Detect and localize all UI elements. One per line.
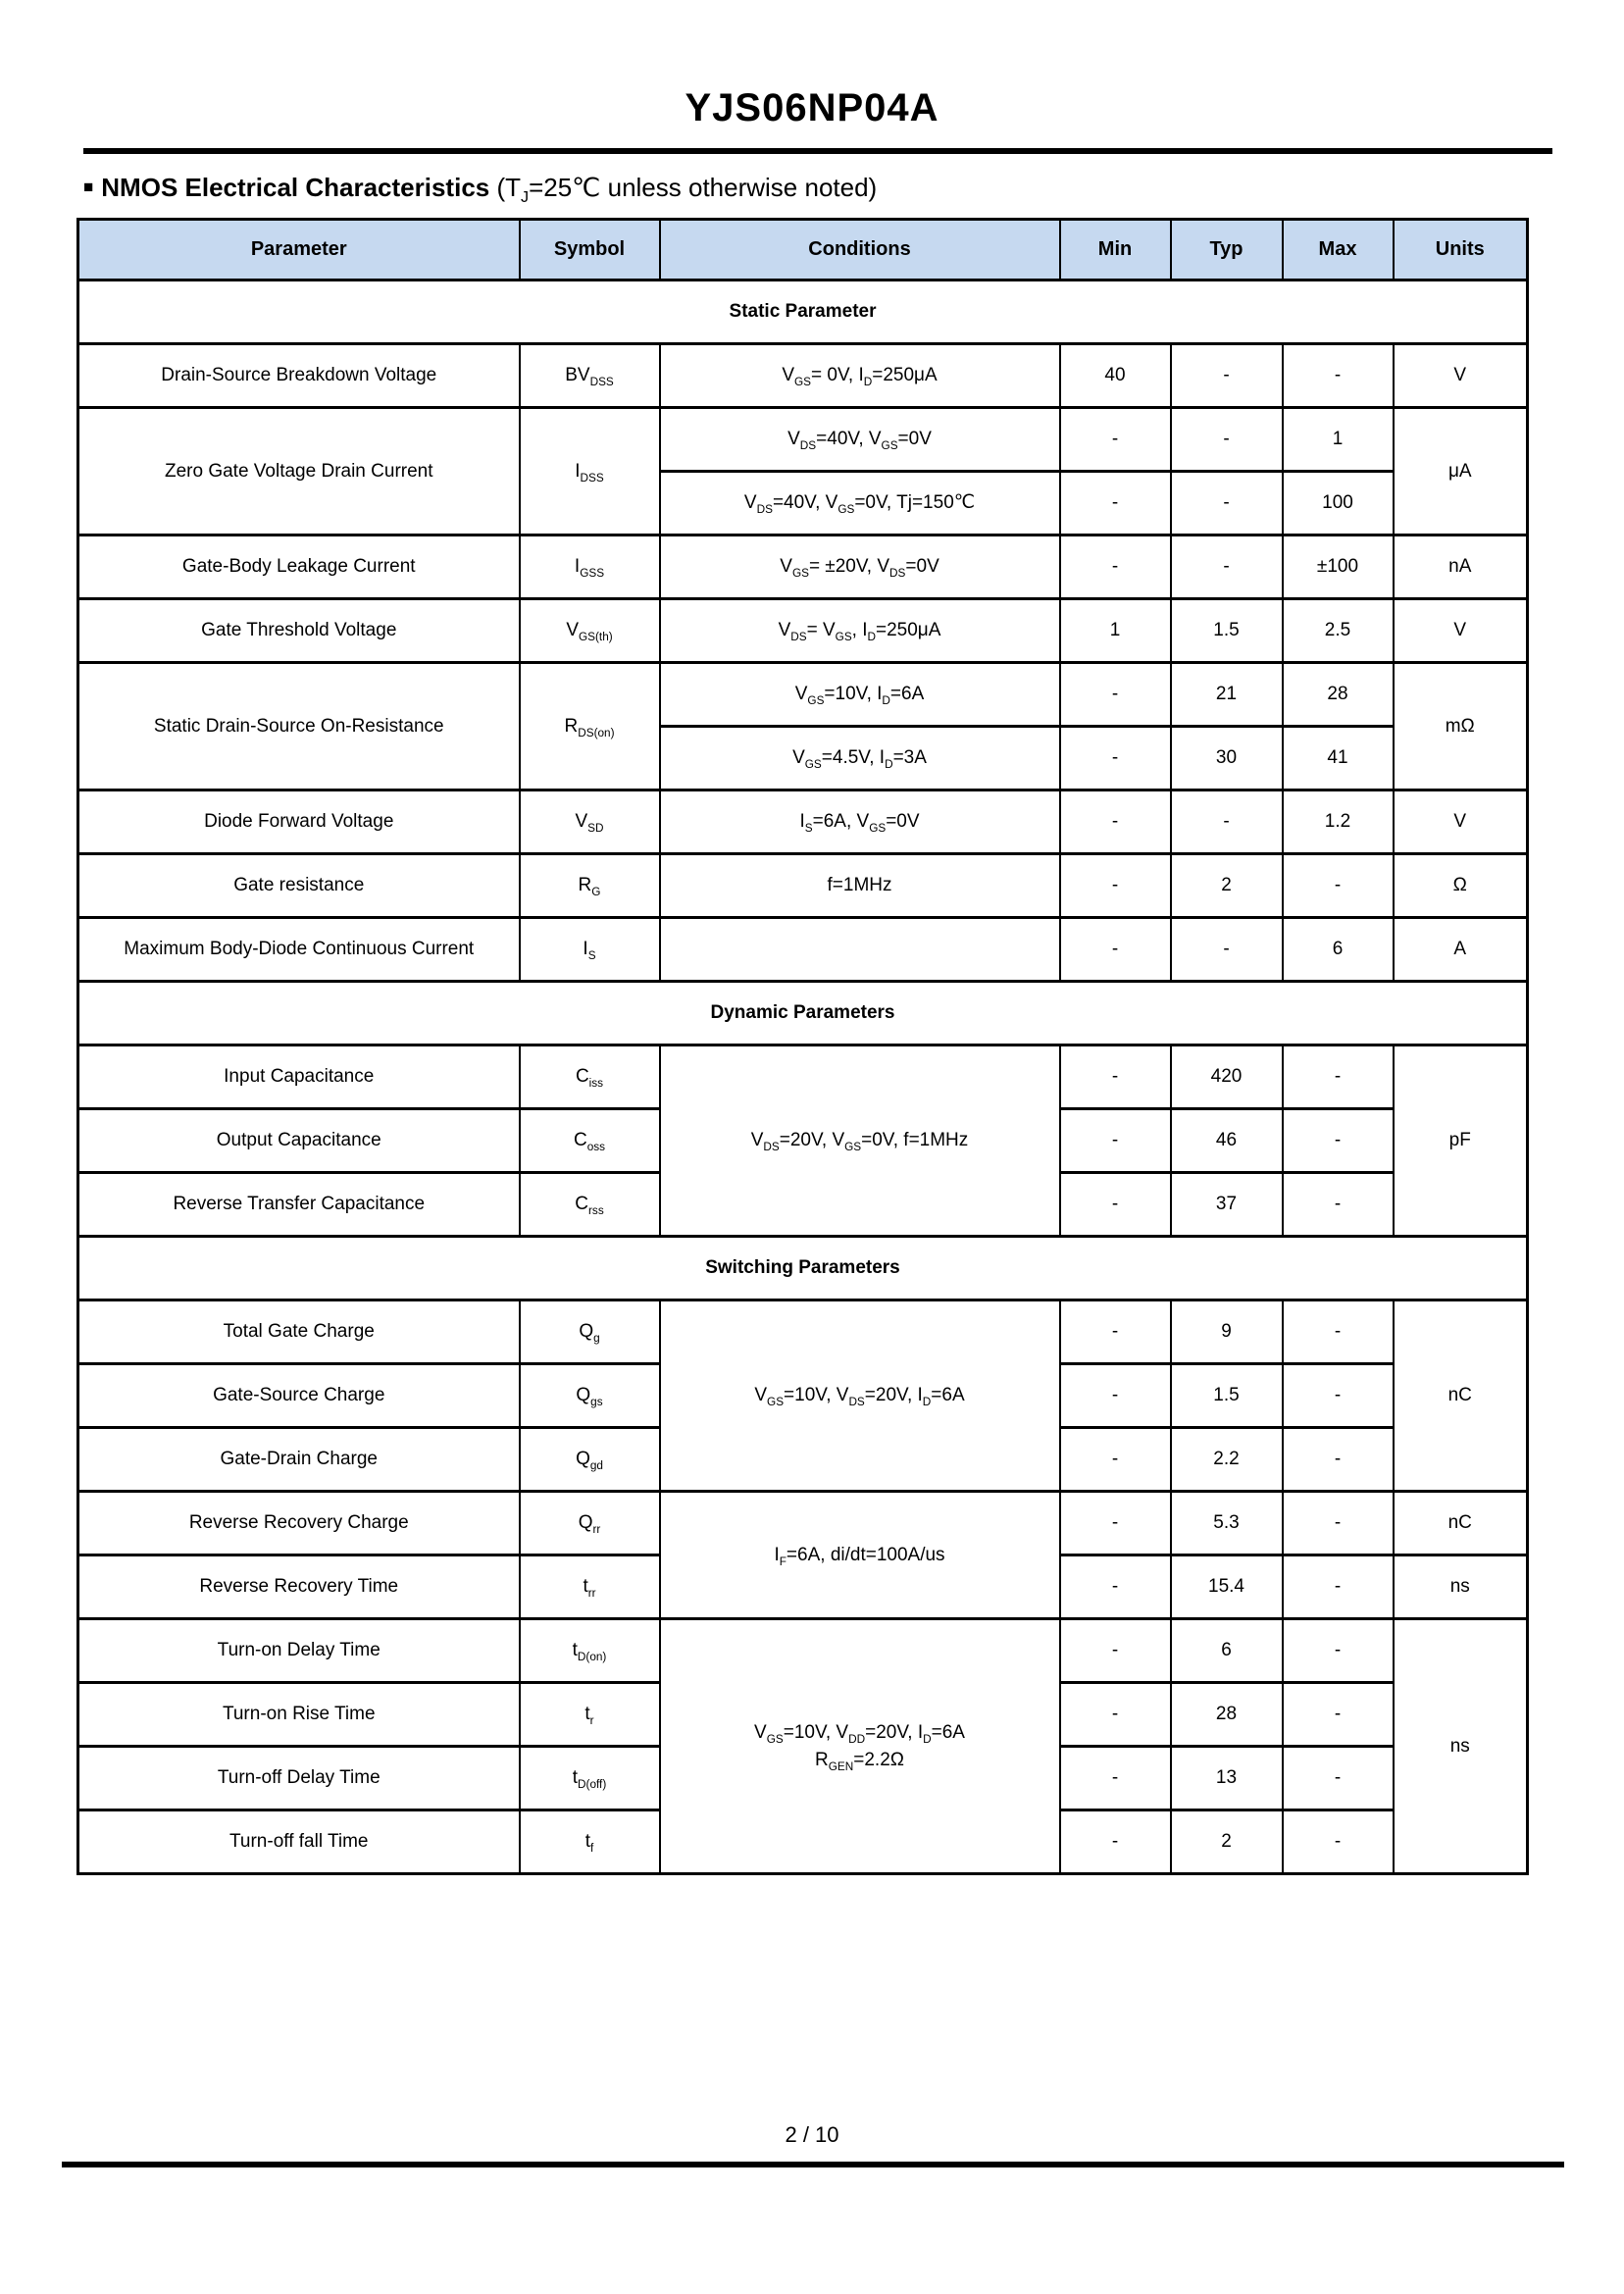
cell-parameter: Gate-Body Leakage Current xyxy=(78,535,520,599)
cell-min: - xyxy=(1060,1300,1171,1364)
cell-symbol: $C_{oss}$ xyxy=(520,1109,660,1173)
cell-symbol: $Q_{gd}$ xyxy=(520,1428,660,1492)
cell-max: 1.2 xyxy=(1283,790,1394,854)
footer-rule xyxy=(62,2162,1564,2167)
table-row xyxy=(78,1045,1528,1109)
cell-min: - xyxy=(1060,854,1171,918)
cell-parameter: Input Capacitance xyxy=(78,1045,520,1109)
cell-typ: - xyxy=(1171,918,1283,982)
cell-typ: - xyxy=(1171,344,1283,408)
cell-max: 6 xyxy=(1283,918,1394,982)
cell-parameter: Turn-off fall Time xyxy=(78,1810,520,1874)
cell-conditions: $V_{DS}=40V$, $V_{GS}=0V$ xyxy=(660,408,1060,472)
cell-min: - xyxy=(1060,1045,1171,1109)
cell-typ: 15.4 xyxy=(1171,1555,1283,1619)
table-row xyxy=(78,535,1528,599)
cell-symbol: $V_{GS(th)}$ xyxy=(520,599,660,663)
cell-max: - xyxy=(1283,1619,1394,1683)
cell-max: 41 xyxy=(1283,727,1394,790)
cell-min: - xyxy=(1060,790,1171,854)
column-header-conditions: Conditions xyxy=(660,220,1060,280)
column-header-max: Max xyxy=(1283,220,1394,280)
cell-symbol: $Q_{rr}$ xyxy=(520,1492,660,1555)
cell-units: mΩ xyxy=(1394,663,1528,790)
cell-min: - xyxy=(1060,535,1171,599)
table-row xyxy=(78,854,1528,918)
cell-conditions: $V_{GS}=4.5V$, $I_D=3A$ xyxy=(660,727,1060,790)
cell-parameter: Static Drain-Source On-Resistance xyxy=(78,663,520,790)
cell-units: nC xyxy=(1394,1492,1528,1555)
cell-symbol: $t_r$ xyxy=(520,1683,660,1747)
cell-units: nC xyxy=(1394,1300,1528,1492)
cell-conditions: $V_{DS}=40V$, $V_{GS}=0V$, Tj=150℃ xyxy=(660,472,1060,535)
cell-typ: 420 xyxy=(1171,1045,1283,1109)
cell-typ: - xyxy=(1171,472,1283,535)
cell-parameter: Reverse Transfer Capacitance xyxy=(78,1173,520,1237)
cell-parameter: Turn-on Rise Time xyxy=(78,1683,520,1747)
cell-max: - xyxy=(1283,1810,1394,1874)
cell-conditions: $V_{GS}= \pm 20V$, $V_{DS}=0V$ xyxy=(660,535,1060,599)
section-heading-note: ($T_J=25℃$ unless otherwise noted) xyxy=(489,173,878,207)
cell-typ: 28 xyxy=(1171,1683,1283,1747)
cell-units: ns xyxy=(1394,1555,1528,1619)
cell-min: - xyxy=(1060,727,1171,790)
table-row xyxy=(78,663,1528,727)
cell-min: - xyxy=(1060,1492,1171,1555)
cell-conditions: $V_{GS}=10V$, $V_{DD}=20V$, $I_D=6A$ $R_{GEN}=2.2\Omega$ xyxy=(660,1619,1060,1874)
cell-parameter: Turn-off Delay Time xyxy=(78,1747,520,1810)
cell-typ: 13 xyxy=(1171,1747,1283,1810)
cell-min: - xyxy=(1060,1683,1171,1747)
cell-conditions: $V_{DS}= V_{GS}$, $I_D=250\mu A$ xyxy=(660,599,1060,663)
cell-symbol: $I_{DSS}$ xyxy=(520,408,660,535)
cell-parameter: Gate resistance xyxy=(78,854,520,918)
cell-typ: 30 xyxy=(1171,727,1283,790)
cell-units: μA xyxy=(1394,408,1528,535)
cell-typ: - xyxy=(1171,408,1283,472)
cell-parameter: Maximum Body-Diode Continuous Current xyxy=(78,918,520,982)
cell-parameter: Turn-on Delay Time xyxy=(78,1619,520,1683)
cell-typ: 6 xyxy=(1171,1619,1283,1683)
cell-max: - xyxy=(1283,1173,1394,1237)
cell-symbol: $C_{rss}$ xyxy=(520,1173,660,1237)
column-header-parameter: Parameter xyxy=(78,220,520,280)
cell-min: - xyxy=(1060,408,1171,472)
cell-units: Ω xyxy=(1394,854,1528,918)
cell-max: - xyxy=(1283,1428,1394,1492)
cell-max: - xyxy=(1283,1045,1394,1109)
header-rule xyxy=(83,148,1552,154)
cell-max: - xyxy=(1283,1300,1394,1364)
cell-max: - xyxy=(1283,1555,1394,1619)
table-row xyxy=(78,1492,1528,1555)
cell-symbol: $Q_{gs}$ xyxy=(520,1364,660,1428)
table-row xyxy=(78,408,1528,472)
cell-typ: - xyxy=(1171,790,1283,854)
cell-conditions xyxy=(660,918,1060,982)
cell-conditions: $V_{DS}=20V$, $V_{GS}=0V$, f=1MHz xyxy=(660,1045,1060,1237)
cell-symbol: $t_{D(on)}$ xyxy=(520,1619,660,1683)
cell-max: 2.5 xyxy=(1283,599,1394,663)
cell-max: - xyxy=(1283,1683,1394,1747)
cell-units: pF xyxy=(1394,1045,1528,1237)
cell-typ: 2 xyxy=(1171,1810,1283,1874)
cell-conditions: f=1MHz xyxy=(660,854,1060,918)
cell-min: - xyxy=(1060,663,1171,727)
cell-typ: 2 xyxy=(1171,854,1283,918)
cell-min: - xyxy=(1060,1747,1171,1810)
table-row xyxy=(78,344,1528,408)
cell-min: - xyxy=(1060,1364,1171,1428)
cell-symbol: $Q_g$ xyxy=(520,1300,660,1364)
cell-typ: 37 xyxy=(1171,1173,1283,1237)
cell-conditions: $V_{GS}= 0V$, $I_D=250\mu A$ xyxy=(660,344,1060,408)
cell-min: - xyxy=(1060,472,1171,535)
cell-parameter: Diode Forward Voltage xyxy=(78,790,520,854)
cell-symbol: $I_{GSS}$ xyxy=(520,535,660,599)
table-row xyxy=(78,1300,1528,1364)
page-number: 2 / 10 xyxy=(785,2122,839,2147)
cell-min: - xyxy=(1060,1428,1171,1492)
cell-symbol: $I_S$ xyxy=(520,918,660,982)
cell-max: - xyxy=(1283,344,1394,408)
page-title: YJS06NP04A xyxy=(685,86,939,129)
section-label: Static Parameter xyxy=(78,280,1528,344)
section-row xyxy=(78,1237,1528,1300)
cell-parameter: Reverse Recovery Time xyxy=(78,1555,520,1619)
cell-typ: - xyxy=(1171,535,1283,599)
cell-parameter: Zero Gate Voltage Drain Current xyxy=(78,408,520,535)
square-bullet-icon: ■ xyxy=(83,178,94,196)
cell-conditions: $V_{GS}=10V$, $V_{DS}=20V$, $I_D=6A$ xyxy=(660,1300,1060,1492)
cell-conditions: $I_F=6A$, di/dt=100A/us xyxy=(660,1492,1060,1619)
cell-typ: 46 xyxy=(1171,1109,1283,1173)
cell-units: nA xyxy=(1394,535,1528,599)
cell-symbol: $t_{rr}$ xyxy=(520,1555,660,1619)
cell-parameter: Gate-Drain Charge xyxy=(78,1428,520,1492)
cell-max: - xyxy=(1283,1364,1394,1428)
cell-typ: 5.3 xyxy=(1171,1492,1283,1555)
cell-max: - xyxy=(1283,1747,1394,1810)
cell-min: - xyxy=(1060,1109,1171,1173)
section-label: Dynamic Parameters xyxy=(78,982,1528,1045)
cell-symbol: $t_{D(off)}$ xyxy=(520,1747,660,1810)
column-header-min: Min xyxy=(1060,220,1171,280)
cell-typ: 1.5 xyxy=(1171,599,1283,663)
cell-max: 100 xyxy=(1283,472,1394,535)
cell-parameter: Reverse Recovery Charge xyxy=(78,1492,520,1555)
column-header-symbol: Symbol xyxy=(520,220,660,280)
table-header-row xyxy=(78,220,1528,280)
table-row xyxy=(78,790,1528,854)
cell-units: A xyxy=(1394,918,1528,982)
cell-symbol: $R_G$ xyxy=(520,854,660,918)
cell-units: V xyxy=(1394,599,1528,663)
cell-units: V xyxy=(1394,344,1528,408)
cell-typ: 1.5 xyxy=(1171,1364,1283,1428)
section-row xyxy=(78,280,1528,344)
table-row xyxy=(78,918,1528,982)
cell-max: - xyxy=(1283,854,1394,918)
cell-symbol: $t_f$ xyxy=(520,1810,660,1874)
column-header-typ: Typ xyxy=(1171,220,1283,280)
cell-units: V xyxy=(1394,790,1528,854)
cell-parameter: Output Capacitance xyxy=(78,1109,520,1173)
section-heading xyxy=(83,173,878,207)
cell-parameter: Gate Threshold Voltage xyxy=(78,599,520,663)
cell-min: 40 xyxy=(1060,344,1171,408)
table-row xyxy=(78,599,1528,663)
cell-min: - xyxy=(1060,1810,1171,1874)
cell-units: ns xyxy=(1394,1619,1528,1874)
section-row xyxy=(78,982,1528,1045)
section-heading-title: NMOS Electrical Characteristics xyxy=(101,173,490,202)
cell-conditions: $V_{GS}=10V$, $I_D=6A$ xyxy=(660,663,1060,727)
electrical-characteristics-table xyxy=(76,218,1529,1875)
cell-symbol: $BV_{DSS}$ xyxy=(520,344,660,408)
cell-symbol: $C_{iss}$ xyxy=(520,1045,660,1109)
cell-max: 28 xyxy=(1283,663,1394,727)
cell-max: 1 xyxy=(1283,408,1394,472)
cell-typ: 21 xyxy=(1171,663,1283,727)
cell-min: 1 xyxy=(1060,599,1171,663)
cell-parameter: Gate-Source Charge xyxy=(78,1364,520,1428)
cell-typ: 9 xyxy=(1171,1300,1283,1364)
cell-min: - xyxy=(1060,1619,1171,1683)
cell-min: - xyxy=(1060,1173,1171,1237)
cell-max: - xyxy=(1283,1109,1394,1173)
table-row xyxy=(78,1619,1528,1683)
cell-symbol: $R_{DS(on)}$ xyxy=(520,663,660,790)
cell-conditions: $I_S=6A$, $V_{GS}=0V$ xyxy=(660,790,1060,854)
cell-typ: 2.2 xyxy=(1171,1428,1283,1492)
cell-max: ±100 xyxy=(1283,535,1394,599)
cell-parameter: Total Gate Charge xyxy=(78,1300,520,1364)
cell-min: - xyxy=(1060,918,1171,982)
cell-parameter: Drain-Source Breakdown Voltage xyxy=(78,344,520,408)
cell-max: - xyxy=(1283,1492,1394,1555)
cell-symbol: $V_{SD}$ xyxy=(520,790,660,854)
column-header-units: Units xyxy=(1394,220,1528,280)
section-label: Switching Parameters xyxy=(78,1237,1528,1300)
cell-min: - xyxy=(1060,1555,1171,1619)
